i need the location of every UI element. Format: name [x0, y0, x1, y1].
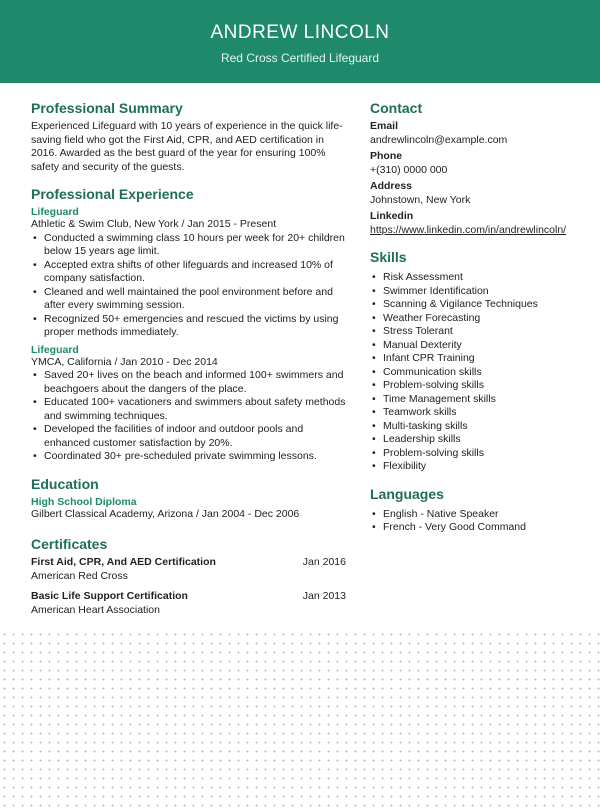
- education-meta: Gilbert Classical Academy, Arizona / Jan 2004 - Dec 2006: [31, 507, 300, 520]
- certificate-date: Jan 2013: [302, 590, 346, 602]
- job-bullets: [31, 369, 346, 464]
- section-heading: Certificates: [31, 536, 108, 552]
- job-meta: Athletic & Swim Club, New York / Jan 2015 - Present: [31, 218, 277, 230]
- list-item: • Flexibility: [383, 460, 585, 474]
- experience-section: [31, 186, 346, 464]
- section-heading: Professional Summary: [31, 100, 183, 116]
- section-heading: Professional Experience: [31, 186, 194, 202]
- list-item: • Leadership skills: [383, 433, 585, 447]
- list-item: • Saved 20+ lives on the beach and informed 100+ swimmers and beachgoers about the dangers of the place.: [44, 369, 346, 396]
- list-item: • Problem-solving skills: [383, 379, 585, 393]
- degree-title: High School Diploma: [31, 495, 137, 508]
- list-item: • English - Native Speaker: [383, 508, 585, 522]
- resume-header: [0, 0, 600, 83]
- candidate-name: ANDREW LINCOLN: [210, 22, 390, 43]
- list-item: • Scanning & Vigilance Techniques: [383, 298, 585, 312]
- certificate-issuer: American Red Cross: [31, 569, 128, 582]
- list-item: • Conducted a swimming class 10 hours per week for 20+ children below 15 years age limit.: [44, 232, 346, 259]
- dotted-background: [0, 630, 600, 808]
- certificate-name: First Aid, CPR, And AED Certification: [31, 556, 216, 568]
- list-item: • Problem-solving skills: [383, 447, 585, 461]
- job-meta: YMCA, California / Jan 2010 - Dec 2014: [31, 355, 218, 368]
- list-item: • Manual Dexterity: [383, 339, 585, 353]
- languages-list: [370, 508, 585, 535]
- list-item: • French - Very Good Command: [383, 521, 585, 535]
- list-item: • Recognized 50+ emergencies and rescued the victims by using proper methods immediately.: [44, 313, 346, 340]
- list-item: • Weather Forecasting: [383, 312, 585, 326]
- certificate-date: Jan 2016: [302, 556, 346, 568]
- list-item: • Teamwork skills: [383, 406, 585, 420]
- certificate-entry: [31, 556, 346, 583]
- job-entry: [31, 206, 346, 340]
- list-item: • Cleaned and well maintained the pool environment before and after every swimming session.: [44, 286, 346, 313]
- list-item: • Educated 100+ vacationers and swimmers about safety methods and swimming techniques.: [44, 396, 346, 423]
- email-label: Email: [370, 120, 399, 132]
- list-item: • Risk Assessment: [383, 271, 585, 285]
- list-item: • Multi-tasking skills: [383, 420, 585, 434]
- linkedin-link[interactable]: https://www.linkedin.com/in/andrewlincoln/: [370, 223, 567, 236]
- address-label: Address: [370, 180, 413, 192]
- phone-value: +(310) 0000 000: [370, 163, 448, 176]
- section-heading: Education: [31, 475, 99, 492]
- job-entry: [31, 344, 346, 464]
- job-title: Lifeguard: [31, 206, 79, 218]
- job-bullets: [31, 232, 346, 340]
- right-column: [370, 100, 585, 535]
- certificates-section: [31, 536, 346, 617]
- list-item: • Coordinated 30+ pre-scheduled private swimming lessons.: [44, 450, 346, 464]
- job-title: Lifeguard: [31, 343, 79, 356]
- summary-section: [31, 100, 346, 174]
- email-value[interactable]: andrewlincoln@example.com: [370, 133, 508, 146]
- summary-text: Experienced Lifeguard with 10 years of experience in the quick life-saving field who got the First Aid, CPR, and AED certification in 2016. Awarded as the best guard of the year for ensuring 100% safety and security of the guests.: [31, 120, 343, 173]
- contact-section: [370, 100, 585, 237]
- linkedin-label: Linkedin: [370, 210, 414, 222]
- section-heading: Skills: [370, 249, 407, 265]
- candidate-title: Red Cross Certified Lifeguard: [220, 51, 380, 65]
- list-item: • Communication skills: [383, 366, 585, 380]
- skills-list: [370, 271, 585, 474]
- section-heading: Languages: [370, 485, 444, 502]
- certificate-issuer: American Heart Association: [31, 603, 160, 616]
- list-item: • Infant CPR Training: [383, 352, 585, 366]
- list-item: • Time Management skills: [383, 393, 585, 407]
- list-item: • Swimmer Identification: [383, 285, 585, 299]
- phone-label: Phone: [370, 150, 403, 162]
- skills-section: [370, 249, 585, 474]
- certificate-name: Basic Life Support Certification: [31, 590, 188, 602]
- list-item: • Stress Tolerant: [383, 325, 585, 339]
- education-section: [31, 476, 346, 522]
- list-item: • Accepted extra shifts of other lifeguards and increased 10% of company satisfaction.: [44, 259, 346, 286]
- address-value: Johnstown, New York: [370, 193, 471, 206]
- list-item: • Developed the facilities of indoor and outdoor pools and enhanced customer satisfaction by 20%.: [44, 423, 346, 450]
- certificate-entry: [31, 590, 346, 617]
- languages-section: [370, 486, 585, 535]
- section-heading: Contact: [370, 100, 423, 116]
- left-column: [31, 100, 346, 617]
